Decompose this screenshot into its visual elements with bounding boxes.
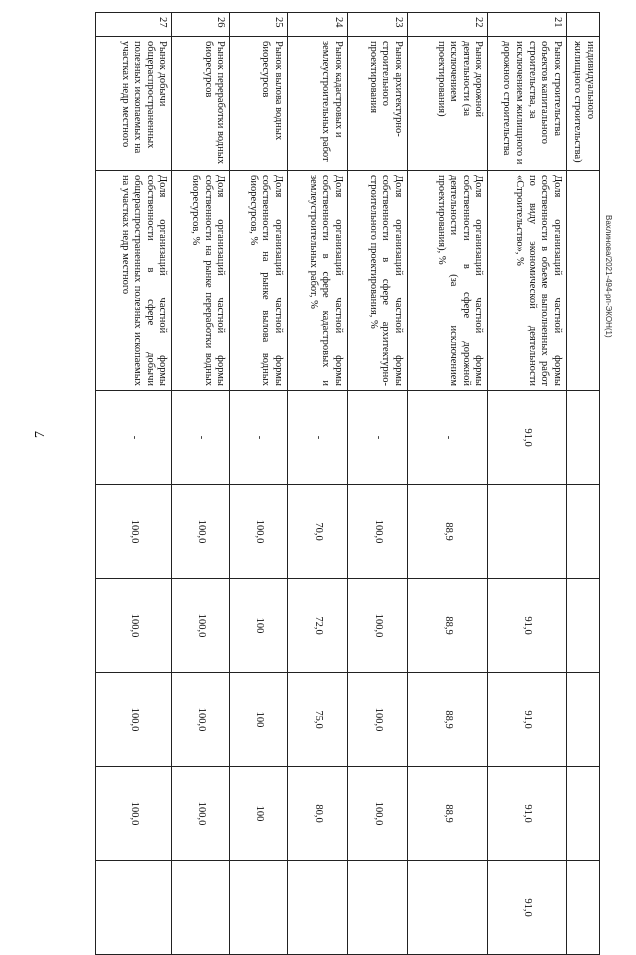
market-name: индивидуального жилищного строительства): [566, 37, 599, 171]
value-cell: -: [288, 391, 348, 485]
value-cell: -: [407, 391, 488, 485]
value-cell: 100,0: [347, 485, 407, 579]
document-code: Вахлинова/2021-494-рп-ЭКОН(1): [604, 215, 613, 338]
value-cell: 100: [230, 579, 288, 673]
value-cell: [407, 861, 488, 955]
row-number: [566, 13, 599, 37]
value-cell: [288, 861, 348, 955]
rotated-table-container: [95, 12, 600, 917]
value-cell: 88,9: [407, 579, 488, 673]
market-name: Рынок кадастровых и землеустроительных работ: [288, 37, 348, 171]
indicator-description: Доля организаций частной формы собственности в сфере кадастровых и землеустроительных работ, %: [288, 171, 348, 391]
market-name: Рынок дорожной деятельности (за исключением проектирования): [407, 37, 488, 171]
value-cell: 100,0: [347, 673, 407, 767]
page-number: 7: [33, 431, 48, 438]
value-cell: 100,0: [172, 673, 230, 767]
value-cell: 91,0: [488, 579, 566, 673]
value-cell: 91,0: [488, 673, 566, 767]
value-cell: 91,0: [488, 391, 566, 485]
row-number: 23: [347, 13, 407, 37]
indicator-description: Доля организаций частной формы собственности в сфере добычи общераспространенных полезных ископаемых на участках недр местного: [96, 171, 172, 391]
value-cell: 100,0: [172, 767, 230, 861]
value-cell: [566, 579, 599, 673]
value-cell: 100,0: [96, 579, 172, 673]
value-cell: 80,0: [288, 767, 348, 861]
row-number: 21: [488, 13, 566, 37]
indicator-description: Доля организаций частной формы собственности в сфере дорожной деятельности (за исключением проектирования), %: [407, 171, 488, 391]
table-row: [566, 13, 599, 955]
value-cell: 100,0: [96, 767, 172, 861]
value-cell: 91,0: [488, 861, 566, 955]
value-cell: 72,0: [288, 579, 348, 673]
value-cell: 100: [230, 673, 288, 767]
value-cell: [566, 673, 599, 767]
value-cell: 100,0: [172, 485, 230, 579]
market-name: Рынок добычи общераспространенных полезных ископаемых на участках недр местного: [96, 37, 172, 171]
value-cell: 100,0: [347, 579, 407, 673]
value-cell: -: [347, 391, 407, 485]
table-row: [347, 13, 407, 955]
indicator-description: Доля организаций частной формы собственности на рынке вылова водных биоресурсов, %: [230, 171, 288, 391]
value-cell: 88,9: [407, 767, 488, 861]
indicator-description: Доля организаций частной формы собственности на рынке переработки водных биоресурсов, %: [172, 171, 230, 391]
value-cell: 100,0: [347, 767, 407, 861]
value-cell: 100,0: [96, 485, 172, 579]
value-cell: [172, 861, 230, 955]
indicator-description: Доля организаций частной формы собственности в сфере архитектурно-строительного проектирования, %: [347, 171, 407, 391]
value-cell: 91,0: [488, 767, 566, 861]
value-cell: -: [172, 391, 230, 485]
value-cell: 88,9: [407, 485, 488, 579]
value-cell: -: [230, 391, 288, 485]
table-row: [172, 13, 230, 955]
row-number: 26: [172, 13, 230, 37]
value-cell: 88,9: [407, 673, 488, 767]
value-cell: 100,0: [96, 673, 172, 767]
table-row: [488, 13, 566, 955]
table-row: [407, 13, 488, 955]
market-name: Рынок архитектурно-строительного проектирования: [347, 37, 407, 171]
value-cell: [566, 485, 599, 579]
market-name: Рынок вылова водных биоресурсов: [230, 37, 288, 171]
value-cell: -: [96, 391, 172, 485]
table-row: [230, 13, 288, 955]
value-cell: 70,0: [288, 485, 348, 579]
indicator-description: [566, 171, 599, 391]
value-cell: 100,0: [230, 485, 288, 579]
value-cell: 100: [230, 767, 288, 861]
table-row: [288, 13, 348, 955]
value-cell: [566, 391, 599, 485]
indicators-table: [95, 12, 600, 955]
value-cell: 100,0: [172, 579, 230, 673]
market-name: Рынок строительства объектов капитального строительства, за исключением жилищного и дорожного строительства: [488, 37, 566, 171]
table-row: [96, 13, 172, 955]
value-cell: [488, 485, 566, 579]
value-cell: [347, 861, 407, 955]
value-cell: [230, 861, 288, 955]
indicator-description: Доля организаций частной формы собственности в объеме выполненных работ по виду экономической деятельности «Строительство», %: [488, 171, 566, 391]
row-number: 25: [230, 13, 288, 37]
value-cell: 75,0: [288, 673, 348, 767]
market-name: Рынок переработки водных биоресурсов: [172, 37, 230, 171]
row-number: 27: [96, 13, 172, 37]
value-cell: [96, 861, 172, 955]
value-cell: [566, 861, 599, 955]
row-number: 24: [288, 13, 348, 37]
value-cell: [566, 767, 599, 861]
row-number: 22: [407, 13, 488, 37]
